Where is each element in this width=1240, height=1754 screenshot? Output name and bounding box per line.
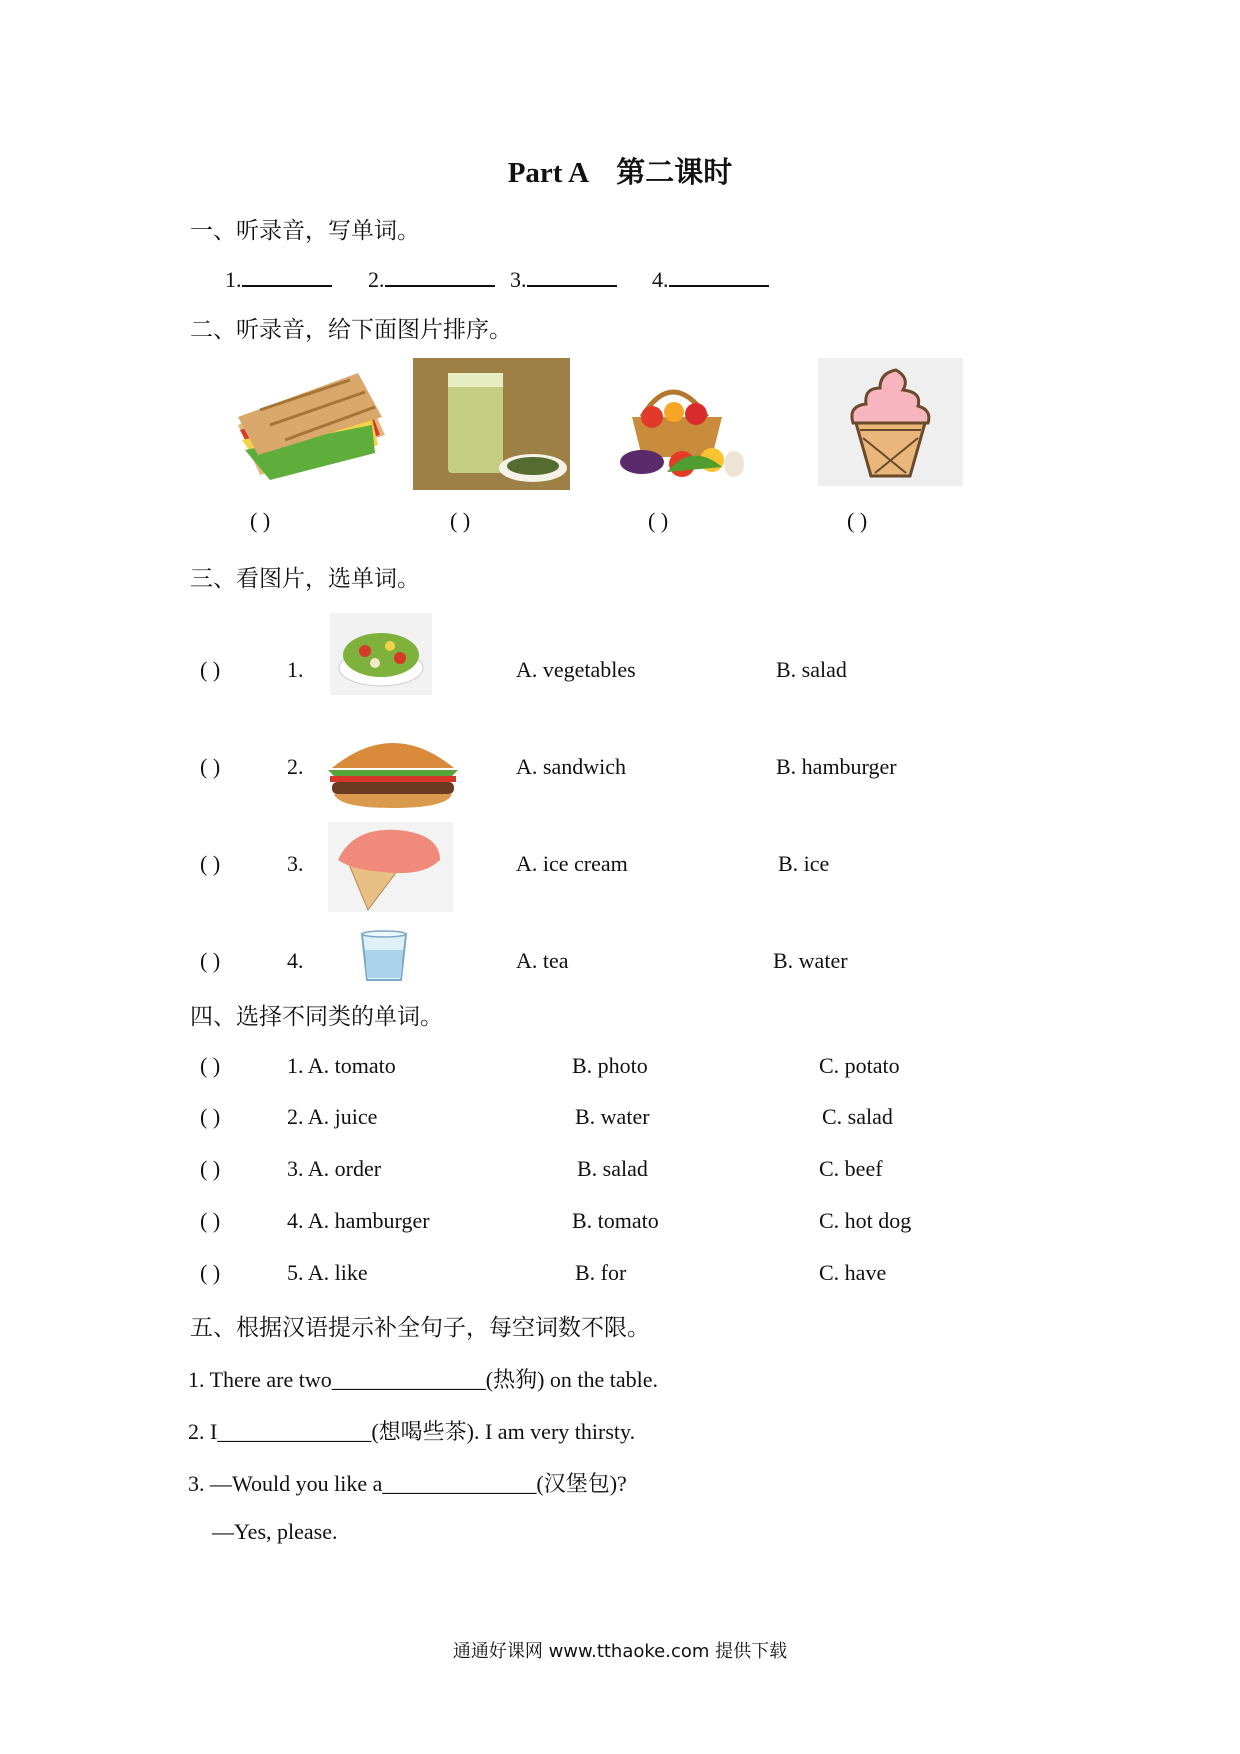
salad-image	[330, 613, 432, 695]
s5-reply: —Yes, please.	[212, 1519, 338, 1544]
title-part: Part A	[507, 157, 590, 189]
s3-option-b-4: B. water	[773, 948, 848, 973]
s3-option-a-2: A. sandwich	[516, 754, 626, 779]
s3-option-b-3: B. ice	[778, 851, 830, 876]
s3-num-1: 1.	[287, 657, 304, 682]
s4-num-a-5: 5. A. like	[287, 1260, 368, 1285]
s4-paren-3: ( )	[200, 1156, 221, 1181]
hamburger-image	[322, 730, 464, 810]
s4-option-c-4: C. hot dog	[819, 1208, 912, 1233]
s4-paren-2: ( )	[200, 1104, 221, 1129]
section-1-heading: 一、听录音，写单词。	[190, 218, 420, 243]
s4-option-c-3: C. beef	[819, 1156, 883, 1181]
s4-paren-1: ( )	[200, 1053, 221, 1078]
s4-option-b-1: B. photo	[572, 1053, 648, 1078]
vegetables-image	[612, 362, 752, 484]
sandwich-image	[230, 355, 390, 485]
section-3-heading: 三、看图片，选单词。	[190, 566, 420, 591]
s1-item-2: 2.	[368, 265, 495, 293]
s3-paren-1: ( )	[200, 657, 221, 682]
s1-item-1: 1.	[225, 265, 332, 293]
s4-num-a-3: 3. A. order	[287, 1156, 382, 1181]
water-glass-image	[358, 930, 410, 984]
s2-paren-4: ( )	[847, 508, 868, 533]
s3-option-b-1: B. salad	[776, 657, 847, 682]
s1-item-4: 4.	[652, 265, 769, 293]
s3-option-a-1: A. vegetables	[516, 657, 636, 682]
ice-cream-cartoon-image	[818, 358, 963, 486]
s3-num-4: 4.	[287, 948, 304, 973]
s4-paren-4: ( )	[200, 1208, 221, 1233]
s3-num-2: 2.	[287, 754, 304, 779]
s5-sentence-2: 2. I______________(想喝些茶). I am very thirsty.	[188, 1419, 636, 1444]
section-2-heading: 二、听录音，给下面图片排序。	[190, 317, 512, 342]
s3-paren-2: ( )	[200, 754, 221, 779]
s1-item-3: 3.	[510, 265, 617, 293]
s4-num-a-1: 1. A. tomato	[287, 1053, 396, 1078]
s4-option-b-5: B. for	[575, 1260, 627, 1285]
section-5-heading: 五、根据汉语提示补全句子，每空词数不限。	[190, 1315, 650, 1340]
green-tea-image	[413, 358, 570, 490]
ice-cream-photo-image	[328, 822, 453, 912]
s2-paren-3: ( )	[648, 508, 669, 533]
s5-sentence-1: 1. There are two______________(热狗) on the table.	[188, 1367, 659, 1392]
s4-option-c-1: C. potato	[819, 1053, 900, 1078]
s4-num-a-2: 2. A. juice	[287, 1104, 378, 1129]
s3-option-a-3: A. ice cream	[516, 851, 628, 876]
s3-num-3: 3.	[287, 851, 304, 876]
s4-option-b-4: B. tomato	[572, 1208, 659, 1233]
s5-sentence-3: 3. —Would you like a______________(汉堡包)?	[188, 1471, 627, 1496]
s4-paren-5: ( )	[200, 1260, 221, 1285]
s3-option-a-4: A. tea	[516, 948, 569, 973]
section-4-heading: 四、选择不同类的单词。	[190, 1004, 443, 1029]
s2-paren-2: ( )	[450, 508, 471, 533]
s4-option-c-5: C. have	[819, 1260, 887, 1285]
s4-num-a-4: 4. A. hamburger	[287, 1208, 430, 1233]
s2-paren-1: ( )	[250, 508, 271, 533]
title-lesson: 第二课时	[616, 157, 733, 189]
s3-option-b-2: B. hamburger	[776, 754, 897, 779]
s4-option-b-2: B. water	[575, 1104, 650, 1129]
s3-paren-4: ( )	[200, 948, 221, 973]
s3-paren-3: ( )	[200, 851, 221, 876]
s4-option-c-2: C. salad	[822, 1104, 893, 1129]
s4-option-b-3: B. salad	[577, 1156, 648, 1181]
footer-source: 通通好课网 www.tthaoke.com 提供下载	[452, 1641, 788, 1662]
page-title	[0, 150, 1240, 191]
